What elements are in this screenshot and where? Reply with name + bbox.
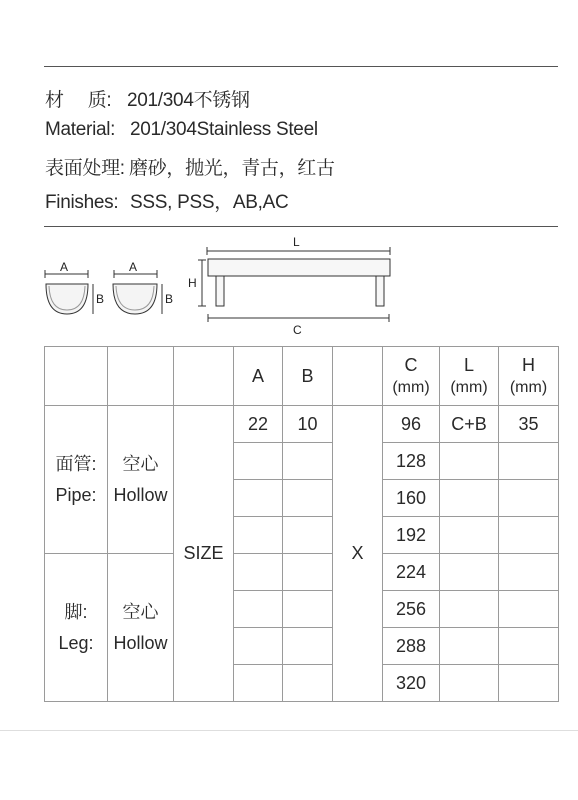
table-row — [45, 406, 559, 443]
spec-label: 表面处理: — [45, 158, 125, 179]
value-b: 10 — [283, 406, 333, 443]
label-a: A — [129, 260, 138, 274]
pipe-label: 面管: Pipe: — [45, 406, 108, 554]
spec-value: SSS, PSS，AB,AC — [130, 192, 289, 213]
header-b: B — [283, 347, 333, 406]
value-a: 22 — [234, 406, 283, 443]
spec-value: 201/304Stainless Steel — [130, 119, 318, 140]
bottom-divider — [0, 730, 578, 731]
label-a: A — [60, 260, 69, 274]
value-l: C+B — [440, 406, 499, 443]
blank-cell — [174, 347, 234, 406]
x-label: X — [333, 406, 383, 702]
leg-type: 空心 Hollow — [108, 554, 174, 702]
profile-diagram-2 — [113, 270, 162, 314]
size-label: SIZE — [174, 406, 234, 702]
value-c: 192 — [383, 517, 440, 554]
header-h: H (mm) — [499, 347, 559, 406]
blank-cell — [333, 347, 383, 406]
header-l: L (mm) — [440, 347, 499, 406]
header-a: A — [234, 347, 283, 406]
value-c: 288 — [383, 628, 440, 665]
value-c: 96 — [383, 406, 440, 443]
spec-material-en — [45, 119, 318, 141]
spec-finish-en — [45, 187, 288, 214]
label-h: H — [188, 276, 197, 290]
blank-cell — [108, 347, 174, 406]
handle-side-view — [198, 247, 390, 322]
value-c: 256 — [383, 591, 440, 628]
spec-material-cn — [45, 85, 250, 112]
pipe-type: 空心 Hollow — [108, 406, 174, 554]
header-c: C (mm) — [383, 347, 440, 406]
profile-diagram-1 — [45, 270, 93, 314]
top-rule — [44, 66, 558, 67]
label-c: C — [293, 323, 302, 337]
handle-diagram — [36, 232, 406, 342]
value-c: 224 — [383, 554, 440, 591]
middle-rule — [44, 226, 558, 227]
spec-finish-cn — [45, 153, 335, 180]
spec-label: 材 质: — [45, 90, 112, 111]
size-table — [44, 346, 559, 702]
label-b: B — [165, 292, 174, 306]
spec-label: Finishes: — [45, 192, 119, 213]
header-row — [45, 347, 559, 406]
spec-label: Material: — [45, 119, 116, 140]
leg-label: 脚: Leg: — [45, 554, 108, 702]
label-b: B — [96, 292, 105, 306]
value-c: 320 — [383, 665, 440, 702]
spec-value: 磨砂，抛光，青古，红古 — [129, 158, 335, 179]
blank-cell — [45, 347, 108, 406]
spec-value: 201/304不锈钢 — [127, 90, 250, 111]
value-c: 128 — [383, 443, 440, 480]
value-c: 160 — [383, 480, 440, 517]
label-l: L — [293, 235, 300, 249]
table-row — [45, 554, 559, 591]
value-h: 35 — [499, 406, 559, 443]
